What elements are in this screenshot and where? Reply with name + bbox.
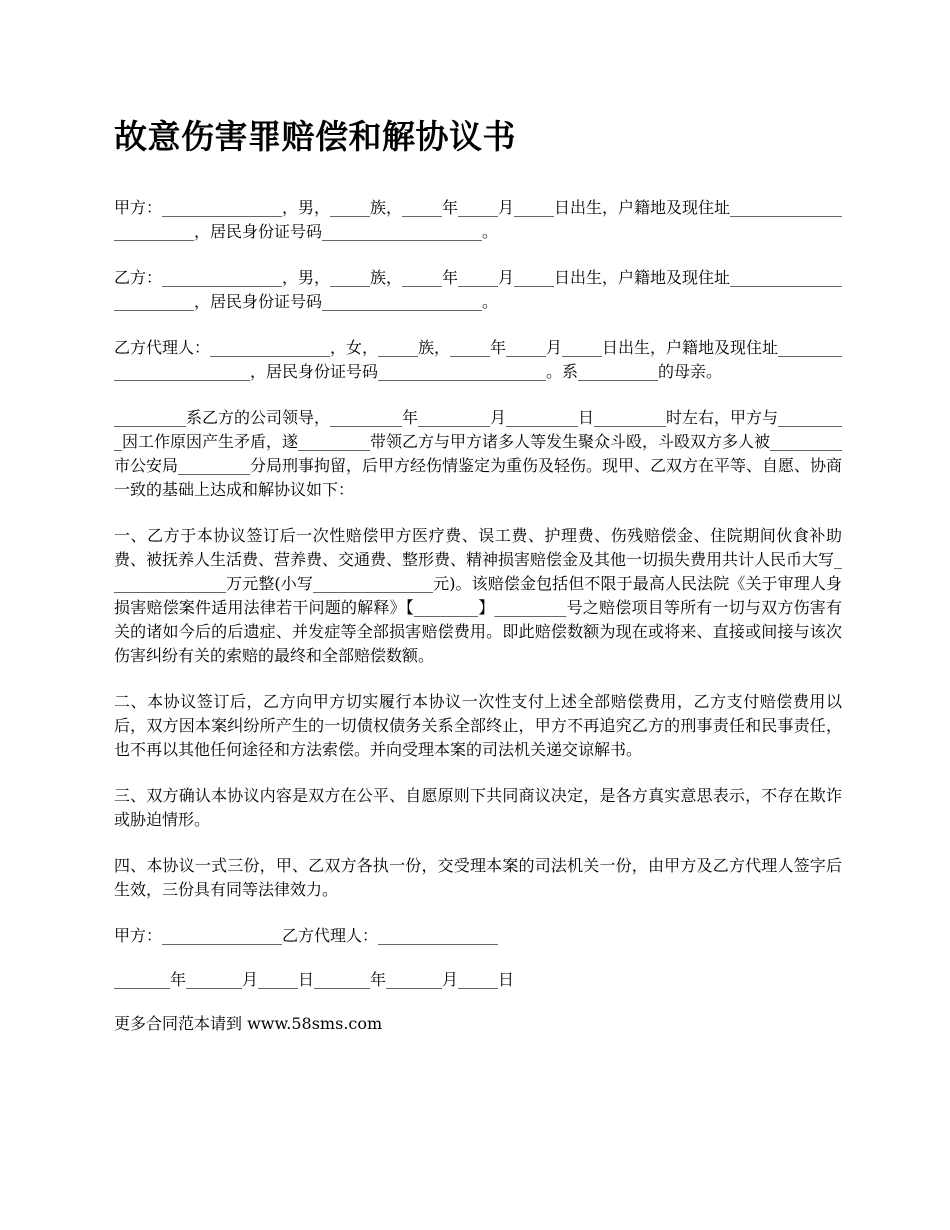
footer-link-text: 更多合同范本请到 www.58sms.com [114,1014,383,1033]
clause-2-payment: 二、本协议签订后，乙方向甲方切实履行本协议一次性支付上述全部赔偿费用，乙方支付赔偿费用以后，双方因本案纠纷所产生的一切债权债务关系全部终止，甲方不再追究乙方的刑事责任和民事责任，也不再以其他任何途径和方法索偿。并向受理本案的司法机关递交谅解书。 [114,692,842,759]
incident-description: _________系乙方的公司领导，_________年_________月_________日_________时左右，甲方与_________因工作原因产生矛盾，遂_________带领乙方与甲方诸多人等发生聚众斗殴，斗殴双方多人被_________市公安局_________分局刑事拘留，后甲方经伤情鉴定为重伤及轻伤。现甲、乙双方在平等、自愿、协商一致的基础上达成和解协议如下： [114,408,843,499]
party-a-info: 甲方：_______________，男，_____族，_____年_____月_____日出生，户籍地及现住址________________________，居民身份证号码____________________。 [114,198,843,241]
party-b-info: 乙方：_______________，男，_____族，_____年_____月_____日出生，户籍地及现住址________________________，居民身份证号码____________________。 [114,268,843,311]
contract-document [114,112,842,1058]
signature-line: 甲方：_______________乙方代理人：_______________ [114,926,499,945]
date-line: _______年_______月_____日_______年_______月_____日 [114,970,515,989]
document-title: 故意伤害罪赔偿和解协议书 [114,117,516,156]
clause-1-compensation: 一、乙方于本协议签订后一次性赔偿甲方医疗费、误工费、护理费、伤残赔偿金、住院期间伙食补助费、被抚养人生活费、营养费、交通费、整形费、精神损害赔偿金及其他一切损失费用共计人民币大写_______________万元整(小写_______________元)。该赔偿金包括但不限于最高人民法院《关于审理人身损害赔偿案件适用法律若干问题的解释》【________】_________号之赔偿项目等所有一切与双方伤害有关的诸如今后的后遗症、并发症等全部损害赔偿费用。即此赔偿数额为现在或将来、直接或间接与该次伤害纠纷有关的索赔的最终和全部赔偿数额。 [114,526,843,665]
clause-3-confirmation: 三、双方确认本协议内容是双方在公平、自愿原则下共同商议决定，是各方真实意思表示，不存在欺诈或胁迫情形。 [114,786,842,829]
clause-4-copies: 四、本协议一式三份，甲、乙双方各执一份，交受理本案的司法机关一份，由甲方及乙方代理人签字后生效，三份具有同等法律效力。 [114,856,842,899]
party-b-agent-info: 乙方代理人：_______________，女，_____族，_____年_____月_____日出生，户籍地及现住址_________________________，居民身份证号码_____________________。系__________的母亲。 [114,338,843,381]
